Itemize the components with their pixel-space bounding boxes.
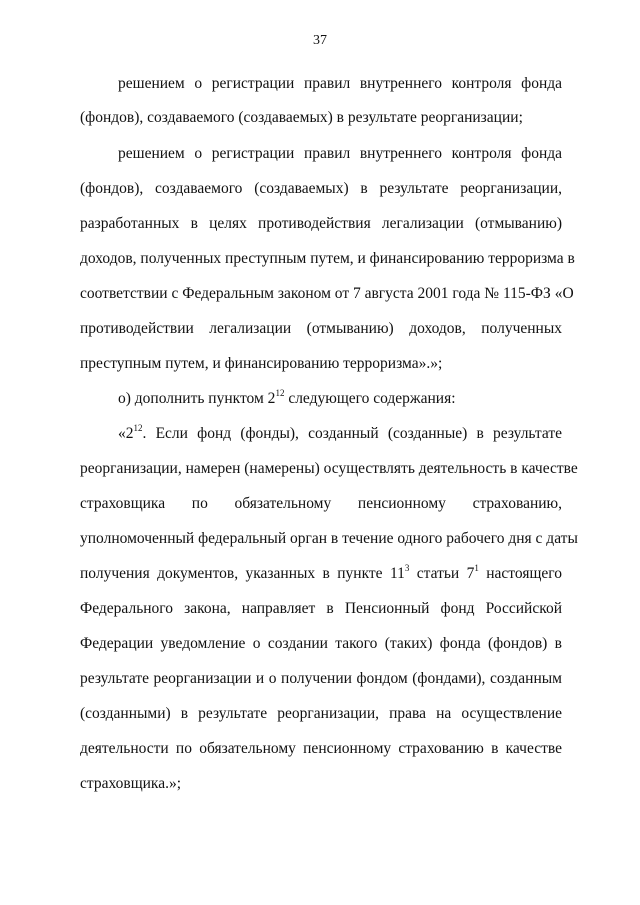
text-line — [118, 424, 562, 444]
text-line: доходов, полученных преступным путем, и финансированию терроризма в — [80, 250, 575, 267]
text-line — [80, 564, 562, 584]
text-line: Федерального закона, направляет в Пенсионный фонд Российской — [80, 600, 562, 617]
text-fragment: о) дополнить пунктом 2 — [118, 390, 276, 407]
text-line: решением о регистрации правил внутреннего контроля фонда — [118, 75, 562, 92]
text-line: страховщика по обязательному пенсионному страхованию, — [80, 495, 562, 512]
text-line: результате реорганизации и о получении фондом (фондами), созданным — [80, 670, 562, 687]
text-fragment: следующего содержания: — [284, 390, 456, 407]
superscript: 1 — [474, 563, 479, 573]
text-line: соответствии с Федеральным законом от 7 августа 2001 года № 115-ФЗ «О — [80, 285, 574, 302]
superscript: 3 — [404, 563, 410, 573]
text-fragment: статьи 7 — [409, 565, 475, 582]
text-line: (созданными) в результате реорганизации, права на осуществление — [80, 705, 562, 722]
text-line — [118, 389, 562, 409]
text-line: страховщика.»; — [80, 775, 182, 792]
text-line: (фондов), создаваемого (создаваемых) в результате реорганизации, — [80, 180, 562, 197]
text-line: преступным путем, и финансированию терроризма».»; — [80, 355, 443, 372]
superscript: 12 — [133, 423, 143, 433]
text-line: решением о регистрации правил внутреннего контроля фонда — [118, 145, 562, 162]
page-number: 37 — [313, 33, 327, 48]
text-fragment: «2 — [118, 425, 134, 442]
text-line: деятельности по обязательному пенсионному страхованию в качестве — [80, 740, 562, 757]
text-line: уполномоченный федеральный орган в течение одного рабочего дня с даты — [80, 530, 578, 547]
text-line: противодействии легализации (отмыванию) доходов, полученных — [80, 320, 562, 337]
text-line: Федерации уведомление о создании такого (таких) фонда (фондов) в — [80, 635, 562, 652]
text-fragment: настоящего — [478, 565, 562, 582]
text-line: реорганизации, намерен (намерены) осуществлять деятельность в качестве — [80, 460, 578, 477]
text-fragment: получения документов, указанных в пункте 11 — [80, 565, 405, 582]
text-line: разработанных в целях противодействия легализации (отмыванию) — [80, 215, 562, 232]
superscript: 12 — [275, 388, 285, 398]
text-fragment: . Если фонд (фонды), созданный (созданные) в результате — [142, 425, 562, 442]
text-line: (фондов), создаваемого (создаваемых) в результате реорганизации; — [80, 109, 523, 126]
